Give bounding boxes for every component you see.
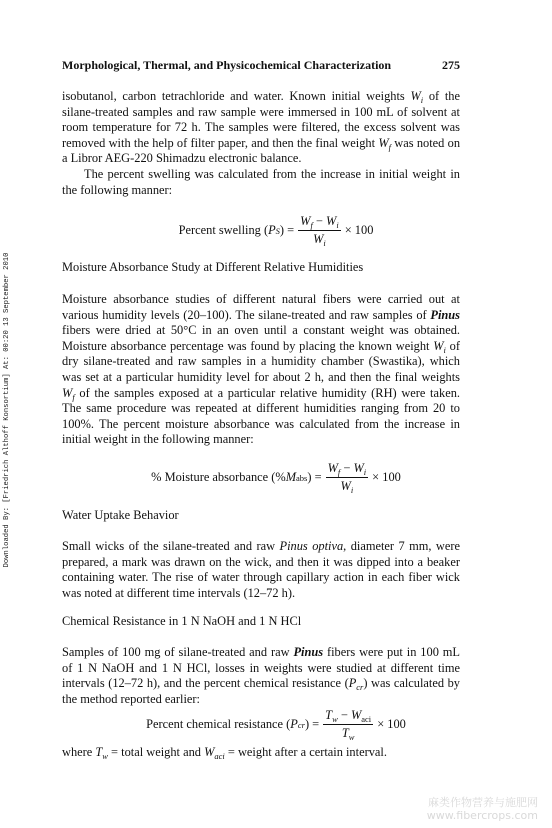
subscript: w	[102, 751, 108, 761]
eq-multiplier: × 100	[377, 717, 406, 731]
variable: W	[410, 89, 421, 103]
watermark-line-2: www.fibercrops.com	[426, 809, 538, 822]
species-name: Pinus optiva	[279, 539, 344, 553]
eq-subscript: aci	[361, 714, 372, 724]
eq-subscript: w	[348, 732, 355, 742]
subscript: i	[420, 95, 424, 105]
eq-operator: −	[312, 214, 327, 228]
eq-subscript: abs	[296, 472, 308, 483]
equation-percent-swelling	[0, 214, 552, 247]
eq-variable: T	[325, 708, 333, 722]
equation-chemical-resistance	[0, 708, 552, 741]
eq-variable: W	[353, 461, 364, 475]
page-number: 275	[442, 58, 460, 72]
eq-text: ) =	[279, 223, 295, 237]
eq-subscript: S	[275, 225, 280, 236]
eq-text: Percent swelling (	[178, 223, 269, 237]
eq-numerator	[298, 214, 341, 231]
variable: T	[95, 745, 103, 759]
section-heading-water-uptake: Water Uptake Behavior	[62, 508, 179, 522]
variable: W	[204, 745, 215, 759]
eq-subscript: i	[336, 220, 339, 230]
subscript: cr	[356, 682, 364, 693]
text-run: was noted on a Libror AEG-220 Shimadzu electronic balance.	[62, 135, 461, 166]
eq-fraction	[323, 708, 373, 741]
text-run: Moisture absorbance studies of different natural fibers were carried out at various humidity levels (20–100). The silane-treated and raw samples of	[62, 292, 460, 322]
paragraph-chemical-resistance	[62, 645, 460, 707]
eq-subscript: i	[323, 238, 326, 248]
eq-variable: W	[300, 214, 311, 228]
text-run: of the silane-treated samples and raw sample were immersed in 100 mL of solvent at room temperature for 72 h. The samples were filtered, the excess solvent was removed with the help of filter paper, and then the final weight	[62, 89, 461, 150]
equation-moisture-absorbance	[0, 461, 552, 494]
paragraph-moisture-absorbance	[62, 292, 460, 448]
subscript: f	[72, 391, 75, 402]
paragraph-solvent-immersion	[62, 89, 460, 198]
species-name: Pinus	[293, 645, 324, 659]
section-heading-chemical-resistance: Chemical Resistance in 1 N NaOH and 1 N HCl	[62, 614, 302, 628]
species-name: Pinus	[430, 307, 460, 322]
text-run: = weight after a certain interval.	[224, 745, 387, 759]
eq-variable: T	[341, 726, 349, 740]
eq-subscript: f	[337, 467, 341, 477]
running-head-title: Morphological, Thermal, and Physicochemical Characterization	[62, 58, 392, 72]
text-run: fibers were put in 100 mL of 1 N NaOH and 1 N HCl, losses in weights were studied at different time intervals (12–72 h), and the percent chemical resistance (	[62, 645, 460, 691]
text-run: of the samples exposed at a particular relative humidity (RH) were taken. The same procedure was repeated at different humidities ranging from 20 to 100%. The percent moisture absorbance was calculated from the increase in initial weight in the following manner:	[62, 385, 460, 447]
subscript: aci	[214, 751, 225, 761]
text-run: fibers were dried at 50°C in an oven until a constant weight was obtained. Moisture absorbance percentage was found by placing the known weight	[62, 323, 460, 353]
eq-variable: W	[340, 479, 351, 493]
variable: W	[433, 338, 444, 353]
eq-denominator	[313, 231, 326, 247]
eq-subscript: w	[332, 714, 338, 724]
site-watermark	[427, 796, 538, 822]
eq-variable: M	[285, 470, 297, 484]
eq-subscript: i	[363, 467, 367, 477]
paragraph-where	[62, 745, 460, 761]
eq-denominator	[342, 725, 355, 741]
text-run: Samples of 100 mg of silane-treated and raw	[62, 645, 294, 659]
eq-text: ) =	[307, 470, 322, 484]
eq-variable: W	[327, 461, 338, 475]
text-run: = total weight and	[107, 745, 205, 759]
text-run: Small wicks of the silane-treated and raw	[62, 539, 280, 553]
subscript: i	[443, 344, 446, 355]
eq-text: ) =	[304, 717, 320, 731]
text-run: of dry silane-treated and raw samples in a humidity chamber (Swastika), which was set at a particular humidity level for about 2 h, and then the final weights	[62, 338, 460, 384]
text-run: , diameter 7 mm, were prepared, a mark was drawn on the wick, and then it was dipped into a beaker containing water. The rise of water through capillary action in each fiber wick was noted at different time intervals (12–72 h).	[62, 539, 460, 600]
eq-variable: P	[268, 223, 276, 237]
eq-operator: −	[337, 708, 351, 722]
eq-subscript: i	[350, 485, 354, 495]
watermark-line-1: 麻类作物营养与施肥网	[428, 796, 538, 809]
eq-variable: W	[313, 232, 324, 246]
eq-operator: −	[340, 461, 354, 475]
eq-fraction	[326, 461, 369, 494]
eq-text: Percent chemical resistance (	[146, 717, 291, 731]
eq-numerator	[326, 461, 369, 478]
eq-subscript: f	[310, 220, 313, 230]
eq-variable: P	[290, 717, 298, 731]
eq-variable: W	[326, 214, 337, 228]
download-stamp-text: Downloaded By: [Friedrich Althoff Konsortium] At: 00:20 13 September 2010	[3, 252, 11, 568]
subscript: f	[388, 141, 392, 152]
text-run: isobutanol, carbon tetrachloride and water. Known initial weights	[62, 89, 411, 103]
section-heading-moisture: Moisture Absorbance Study at Different Relative Humidities	[62, 260, 364, 274]
download-stamp	[0, 0, 14, 828]
variable: W	[62, 385, 73, 400]
eq-fraction	[298, 214, 341, 247]
text-run: where	[62, 745, 96, 759]
text-run: ) was calculated by the method reported earlier:	[62, 676, 460, 706]
eq-multiplier: × 100	[372, 470, 401, 484]
eq-variable: W	[350, 708, 362, 722]
eq-multiplier: × 100	[344, 223, 374, 237]
eq-text: % Moisture absorbance (%	[151, 470, 286, 484]
running-head	[62, 58, 460, 73]
eq-denominator	[341, 478, 354, 494]
eq-numerator	[323, 708, 373, 725]
variable: W	[378, 135, 389, 150]
paragraph-swelling-intro: The percent swelling was calculated from the increase in initial weight in the following manner:	[62, 166, 460, 197]
paragraph-water-uptake	[62, 539, 460, 601]
variable: P	[348, 676, 357, 691]
eq-subscript: cr	[297, 719, 305, 730]
